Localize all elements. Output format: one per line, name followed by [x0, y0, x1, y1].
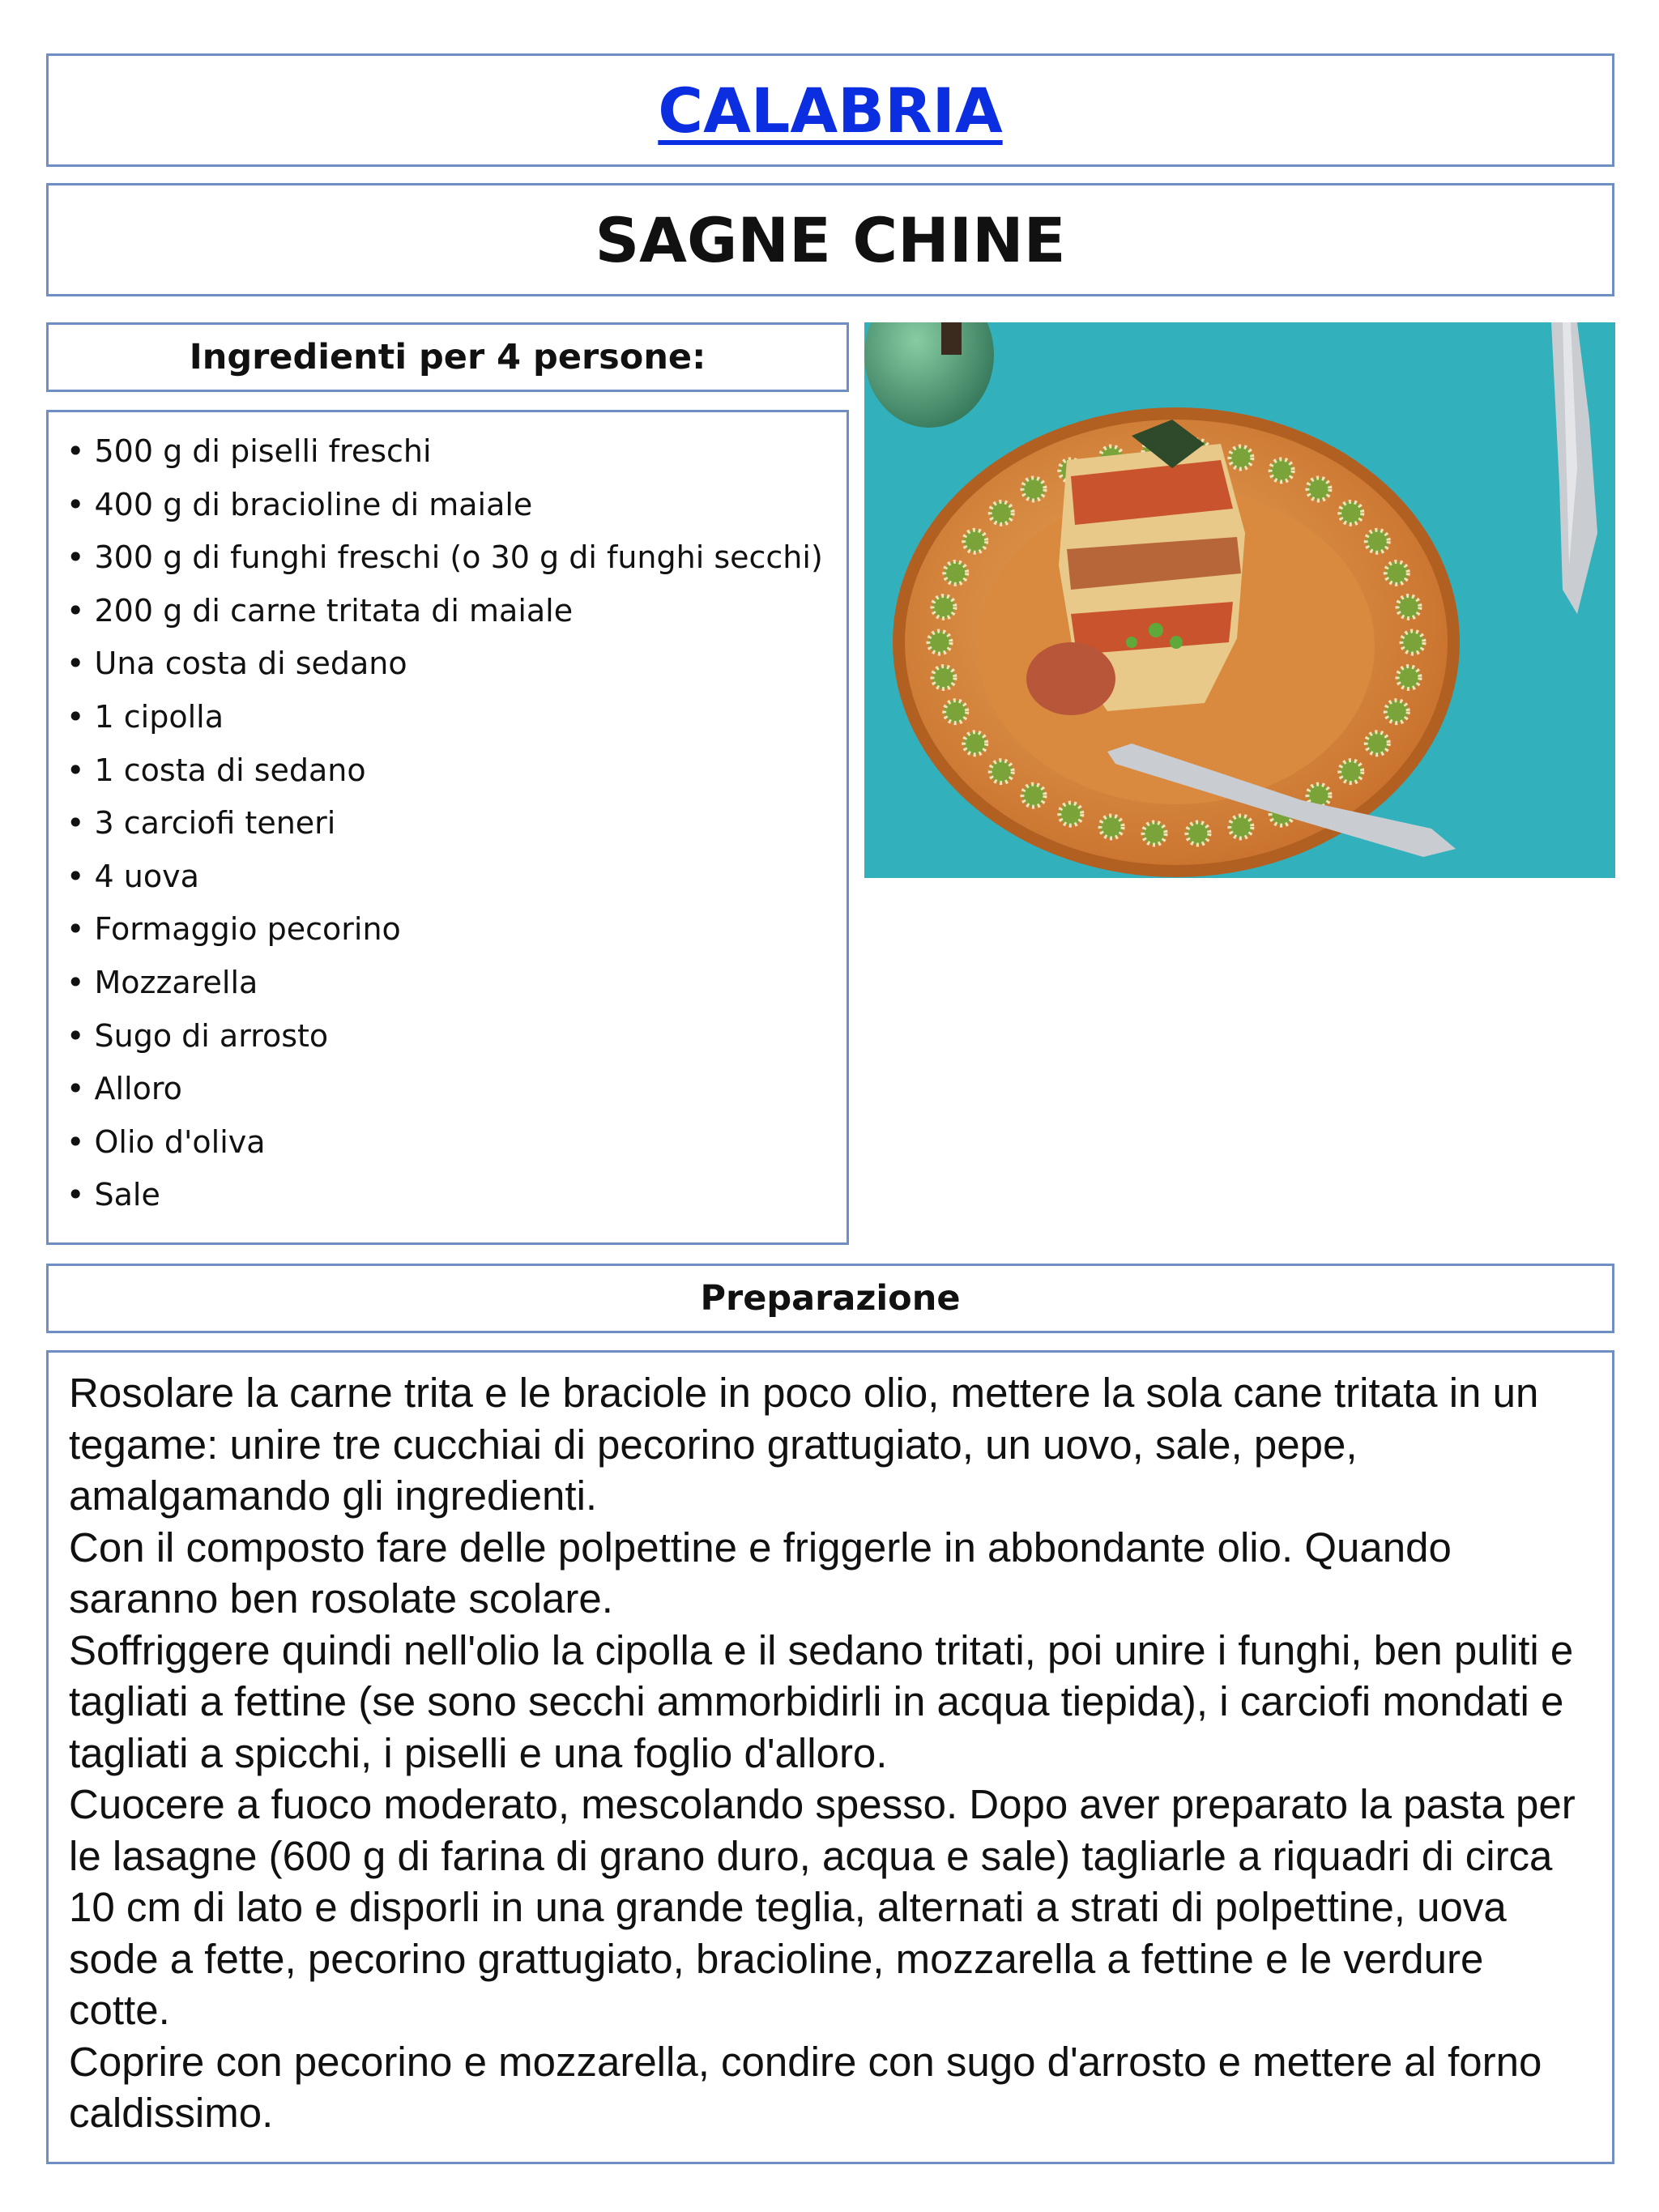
- ingredient-item: • Mozzarella: [66, 957, 847, 1010]
- preparation-paragraph: Con il composto fare delle polpettine e friggerle in abbondante olio. Quando saranno ben rosolate scolare.: [69, 1524, 1452, 1622]
- ingredients-heading: Ingredienti per 4 persone:: [189, 337, 706, 377]
- ingredient-item: • Alloro: [66, 1063, 847, 1116]
- ingredient-item: • 500 g di piselli freschi: [66, 425, 847, 479]
- ingredients-list: [66, 425, 847, 1222]
- ingredient-item: • Formaggio pecorino: [66, 903, 847, 957]
- ingredient-item: • 300 g di funghi freschi (o 30 g di funghi secchi): [66, 531, 847, 585]
- ingredients-box: [46, 410, 849, 1245]
- preparation-paragraph: Cuocere a fuoco moderato, mescolando spesso. Dopo aver preparato la pasta per le lasagne (600 g di farina di grano duro, acqua e sale) tagliarle a riquadri di circa 10 cm di lato e disporli in una grande teglia, alternati a strati di polpettine, uova sode a fette, pecorino grattugiato, bracioline, mozzarella a fettine e le verdure cotte.: [69, 1781, 1576, 2033]
- ingredient-item: • Olio d'oliva: [66, 1116, 847, 1170]
- ingredient-item: • Una costa di sedano: [66, 637, 847, 691]
- preparation-heading: Preparazione: [700, 1278, 961, 1319]
- recipe-title: SAGNE CHINE: [595, 203, 1066, 276]
- region-header: [46, 53, 1614, 167]
- ingredient-item: • 200 g di carne tritata di maiale: [66, 585, 847, 638]
- dish-photo: [864, 322, 1615, 878]
- ingredients-heading-box: [46, 322, 849, 392]
- ingredient-item: • 4 uova: [66, 850, 847, 904]
- preparation-heading-box: [46, 1264, 1614, 1333]
- preparation-box: [46, 1350, 1614, 2164]
- region-link[interactable]: CALABRIA: [658, 74, 1003, 147]
- ingredient-item: • Sale: [66, 1169, 847, 1222]
- recipe-title-box: [46, 183, 1614, 296]
- ingredient-item: • Sugo di arrosto: [66, 1010, 847, 1063]
- ingredient-item: • 3 carciofi teneri: [66, 797, 847, 850]
- preparation-paragraph: Coprire con pecorino e mozzarella, condire con sugo d'arrosto e mettere al forno caldissimo.: [69, 2038, 1542, 2136]
- preparation-paragraph: Soffriggere quindi nell'olio la cipolla e il sedano tritati, poi unire i funghi, ben puliti e tagliati a fettine (se sono secchi ammorbidirli in acqua tiepida), i carciofi mondati e tagliati a spicchi, i piselli e una foglio d'alloro.: [69, 1626, 1574, 1776]
- ingredient-item: • 1 cipolla: [66, 691, 847, 744]
- ingredient-item: • 1 costa di sedano: [66, 744, 847, 798]
- preparation-paragraph: Rosolare la carne trita e le braciole in poco olio, mettere la sola cane tritata in un tegame: unire tre cucchiai di pecorino grattugiato, un uovo, sale, pepe, amalgamando gli ingredienti.: [69, 1370, 1539, 1519]
- ingredient-item: • 400 g di bracioline di maiale: [66, 479, 847, 532]
